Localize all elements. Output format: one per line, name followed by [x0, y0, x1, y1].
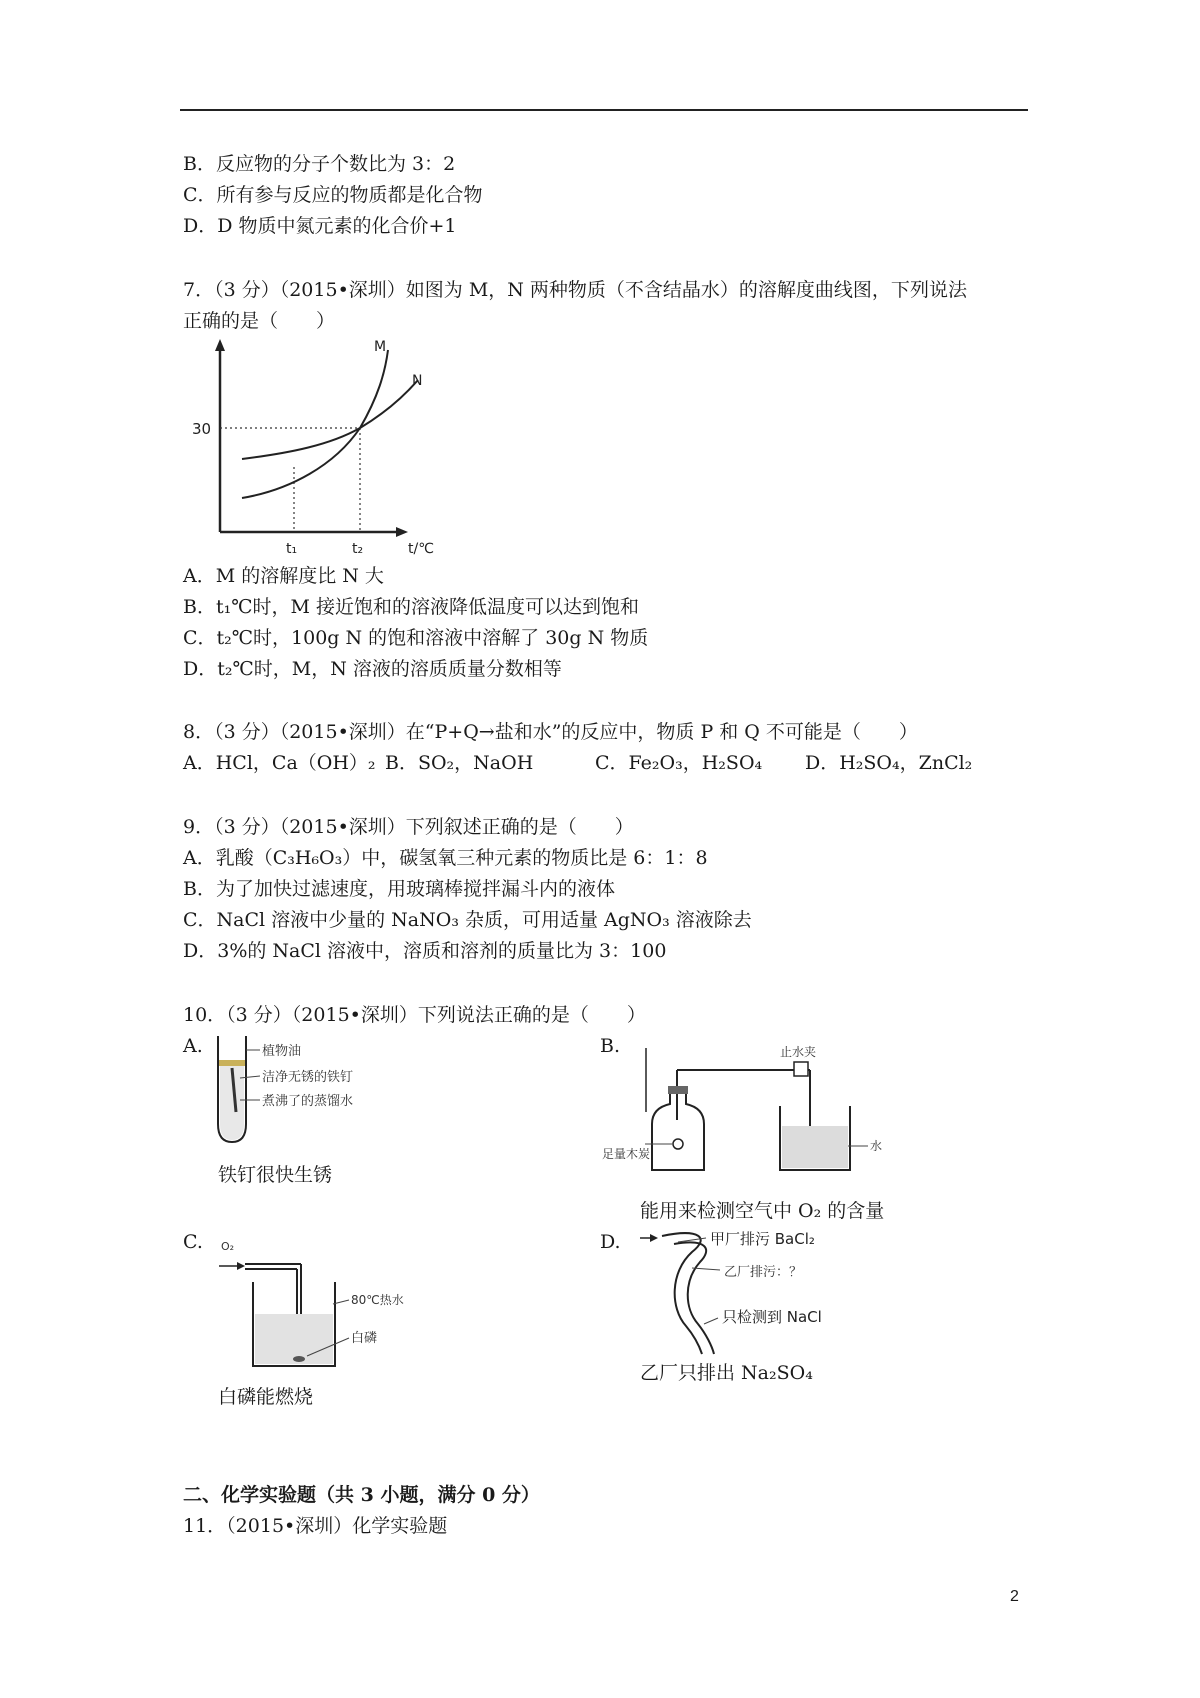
q10-option-a-label: A. [183, 1035, 203, 1057]
label-oil: 植物油 [262, 1044, 302, 1059]
label-nacl: 只检测到 NaCl [722, 1308, 822, 1326]
label-water: 水 [870, 1139, 883, 1153]
header-rule [180, 109, 1028, 111]
figure-bottle-beaker [602, 1042, 890, 1177]
leader-yi [692, 1268, 720, 1270]
q9-option-d: D．3%的 NaCl 溶液中，溶质和溶剂的质量比为 3：100 [183, 940, 667, 962]
hot-water [255, 1314, 333, 1364]
beaker-water [782, 1126, 848, 1168]
q8-option-a: A．HCl，Ca（OH）₂ [183, 752, 376, 774]
phosphorus-svg [215, 1238, 415, 1373]
q10-option-c-label: C. [183, 1231, 203, 1253]
q7-option-c: C．t₂℃时，100g N 的饱和溶液中溶解了 30g N 物质 [183, 627, 649, 649]
q7-stem-line2: 正确的是（ ） [183, 310, 336, 332]
label-yi: 乙厂排污：？ [724, 1265, 803, 1280]
q7-option-b: B．t₁℃时，M 接近饱和的溶液降低温度可以达到饱和 [183, 596, 639, 618]
q8-option-c: C．Fe₂O₃，H₂SO₄ [595, 752, 763, 774]
charcoal [673, 1139, 683, 1149]
clamp-icon [794, 1062, 808, 1076]
q7-option-a: A．M 的溶解度比 N 大 [183, 565, 384, 587]
q10-option-b-label: B. [600, 1035, 621, 1057]
q10-caption-c: 白磷能燃烧 [218, 1386, 314, 1408]
section2-heading: 二、化学实验题（共 3 小题，满分 0 分） [183, 1484, 540, 1506]
q11-stem: 11．（2015•深圳）化学实验题 [183, 1515, 448, 1537]
solubility-curve-figure [180, 335, 460, 565]
label-phosphorus: 白磷 [351, 1331, 378, 1346]
leader-nacl [704, 1318, 718, 1324]
q10-stem: 10．（3 分）（2015•深圳）下列说法正确的是（ ） [183, 1004, 646, 1026]
figure-phosphorus [215, 1238, 415, 1373]
o2-arrow-head [237, 1262, 245, 1270]
q7-option-d: D．t₂℃时，M，N 溶液的溶质质量分数相等 [183, 658, 562, 680]
river-left-bank [662, 1233, 702, 1354]
q8-option-d: D．H₂SO₄，ZnCl₂ [805, 752, 973, 774]
curve-n-label: N [412, 373, 423, 389]
y-axis-arrow [215, 339, 225, 351]
label-hot-water: 80℃热水 [351, 1293, 404, 1307]
x-axis-label: t/℃ [408, 541, 434, 557]
label-nail: 洁净无锈的铁钉 [262, 1070, 354, 1085]
q8-option-b: B．SO₂，NaOH [385, 752, 534, 774]
bottle-beaker-svg [602, 1042, 890, 1177]
river-svg [640, 1228, 900, 1358]
y-tick-30: 30 [192, 420, 212, 438]
q6-option-b: B．反应物的分子个数比为 3：2 [183, 153, 456, 175]
q7-stem-line1: 7．（3 分）（2015•深圳）如图为 M，N 两种物质（不含结晶水）的溶解度曲线图，下列说法 [183, 279, 967, 301]
q6-option-c: C．所有参与反应的物质都是化合物 [183, 184, 483, 206]
solubility-curve-svg [180, 335, 460, 565]
q10-caption-b: 能用来检测空气中 O₂ 的含量 [640, 1200, 885, 1222]
arrow-in-head [650, 1234, 658, 1242]
q9-option-c: C．NaCl 溶液中少量的 NaNO₃ 杂质，可用适量 AgNO₃ 溶液除去 [183, 909, 752, 931]
page-number: 2 [1010, 1588, 1019, 1605]
label-boiled-water: 煮沸了的蒸馏水 [262, 1094, 354, 1109]
stopper [668, 1086, 688, 1094]
q9-option-b: B．为了加快过滤速度，用玻璃棒搅拌漏斗内的液体 [183, 878, 615, 900]
label-o2: O₂ [221, 1240, 235, 1253]
oil-layer [219, 1060, 245, 1066]
q9-stem: 9．（3 分）（2015•深圳）下列叙述正确的是（ ） [183, 816, 634, 838]
label-jia: 甲厂排污 BaCl₂ [710, 1230, 815, 1248]
q9-option-a: A．乳酸（C₃H₆O₃）中，碳氢氧三种元素的物质比是 6：1：8 [183, 847, 708, 869]
x-axis-arrow [396, 527, 408, 537]
x-tick-t1: t₁ [286, 541, 298, 557]
q6-option-d: D．D 物质中氮元素的化合价+1 [183, 215, 457, 237]
figure-river [640, 1228, 900, 1358]
q10-caption-a: 铁钉很快生锈 [218, 1164, 333, 1186]
q10-option-d-label: D. [600, 1231, 621, 1253]
figure-test-tube [210, 1032, 410, 1147]
label-clamp: 止水夹 [780, 1045, 817, 1059]
test-tube-svg [210, 1032, 410, 1147]
x-tick-t2: t₂ [352, 541, 364, 557]
q10-caption-d: 乙厂只排出 Na₂SO₄ [640, 1362, 813, 1384]
curve-m-label: M [374, 339, 387, 355]
label-charcoal: 足量木炭 [602, 1147, 651, 1161]
curve-n [242, 380, 418, 459]
q8-stem: 8．（3 分）（2015•深圳）在“P+Q→盐和水”的反应中，物质 P 和 Q 不可能是（ ） [183, 721, 918, 743]
white-phosphorus [293, 1356, 305, 1362]
